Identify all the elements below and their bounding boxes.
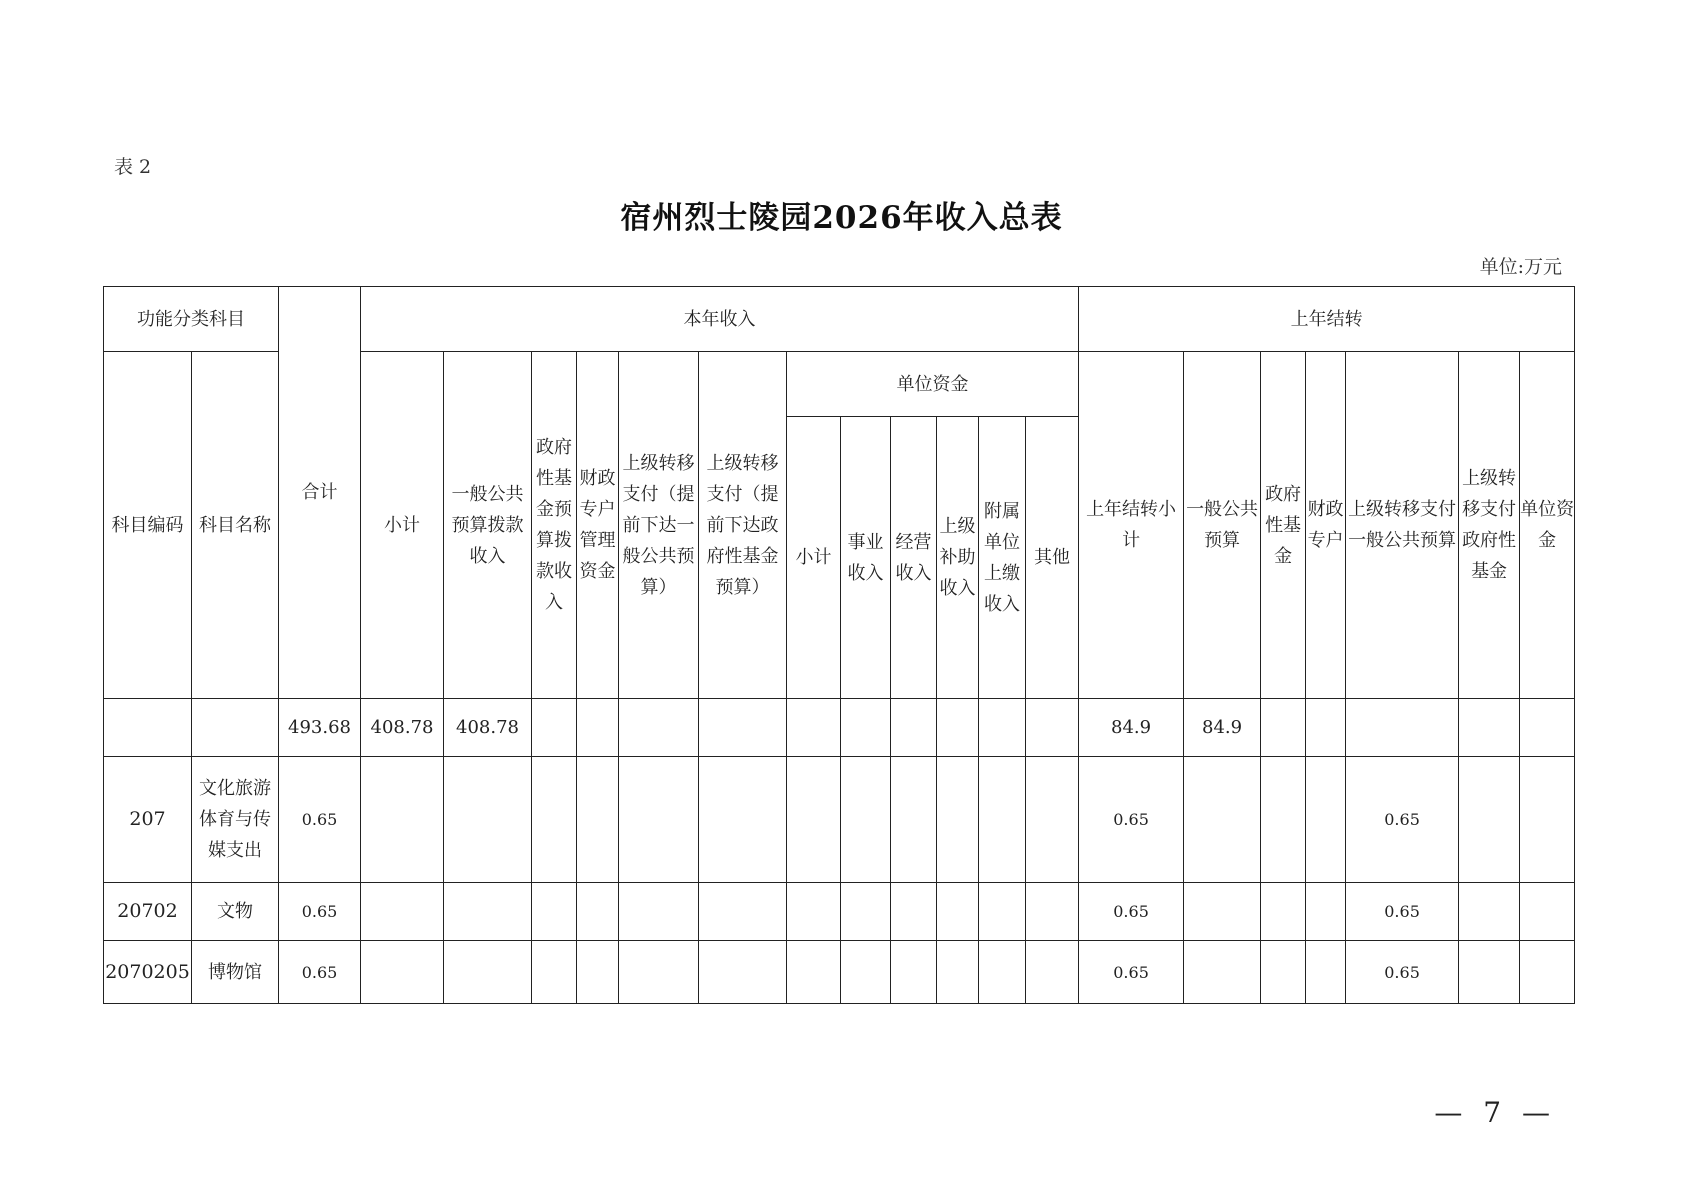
header-other: 其他 [1026,417,1079,699]
cell-carry-upper-general [1346,699,1459,757]
header-carry-upper-gov-fund: 上级转移支付政府性基金 [1459,352,1520,699]
header-subject-code: 科目编码 [104,352,192,699]
header-subject-name: 科目名称 [192,352,279,699]
cell-code [104,699,192,757]
header-operating-income: 经营收入 [891,417,937,699]
header-carry-gov-fund: 政府性基金 [1261,352,1306,699]
cell-carry-upper-general: 0.65 [1346,757,1459,883]
cell-name: 文物 [192,883,279,941]
header-affiliated-unit-payment: 附属单位上缴收入 [979,417,1026,699]
cell-total: 0.65 [279,941,361,1004]
cell-name: 文化旅游体育与传媒支出 [192,757,279,883]
table-row [104,941,1575,1004]
cell-subtotal [361,757,444,883]
header-carry-unit-funds: 单位资金 [1520,352,1575,699]
header-general-public-budget-allocation: 一般公共预算拨款收入 [444,352,532,699]
cell-carry-subtotal: 84.9 [1079,699,1184,757]
header-total: 合计 [279,287,361,699]
header-prior-year-carryover: 上年结转 [1079,287,1575,352]
page-title: 宿州烈士陵园2026年收入总表 [620,200,1063,236]
header-upper-subsidy-income: 上级补助收入 [937,417,979,699]
unit-note: 单位:万元 [1479,256,1562,278]
cell-general-public [444,883,532,941]
cell-carry-general-public: 84.9 [1184,699,1261,757]
cell-code: 20702 [104,883,192,941]
cell-name: 博物馆 [192,941,279,1004]
cell-general-public [444,757,532,883]
table-row [104,883,1575,941]
header-carry-upper-general: 上级转移支付一般公共预算 [1346,352,1459,699]
cell-carry-upper-general: 0.65 [1346,941,1459,1004]
header-fiscal-special-account: 财政专户管理资金 [577,352,619,699]
header-upper-transfer-general: 上级转移支付（提前下达一般公共预算） [619,352,699,699]
cell-code: 2070205 [104,941,192,1004]
cell-carry-general-public [1184,883,1261,941]
page-number: — 7 — [1434,1096,1556,1129]
header-carry-subtotal: 上年结转小计 [1079,352,1184,699]
cell-total: 0.65 [279,757,361,883]
cell-carry-upper-general: 0.65 [1346,883,1459,941]
header-business-income: 事业收入 [841,417,891,699]
cell-subtotal: 408.78 [361,699,444,757]
cell-total: 0.65 [279,883,361,941]
header-carry-general-public: 一般公共预算 [1184,352,1261,699]
income-summary-table [103,286,1575,1004]
table-label: 表 2 [114,156,152,178]
cell-carry-subtotal: 0.65 [1079,757,1184,883]
cell-subtotal [361,941,444,1004]
header-function-category: 功能分类科目 [104,287,279,352]
cell-code: 207 [104,757,192,883]
table-row [104,757,1575,883]
cell-name [192,699,279,757]
cell-carry-subtotal: 0.65 [1079,941,1184,1004]
cell-general-public [444,941,532,1004]
cell-carry-subtotal: 0.65 [1079,883,1184,941]
header-unit-funds: 单位资金 [787,352,1079,417]
cell-subtotal [361,883,444,941]
header-upper-transfer-gov-fund: 上级转移支付（提前下达政府性基金预算） [699,352,787,699]
cell-carry-general-public [1184,941,1261,1004]
header-gov-fund-budget-allocation: 政府性基金预算拨款收入 [532,352,577,699]
cell-general-public: 408.78 [444,699,532,757]
cell-carry-general-public [1184,757,1261,883]
table-row-total [104,699,1575,757]
header-subtotal: 小计 [361,352,444,699]
header-current-year-income: 本年收入 [361,287,1079,352]
header-unit-subtotal: 小计 [787,417,841,699]
cell-total: 493.68 [279,699,361,757]
header-carry-fiscal-account: 财政专户 [1306,352,1346,699]
